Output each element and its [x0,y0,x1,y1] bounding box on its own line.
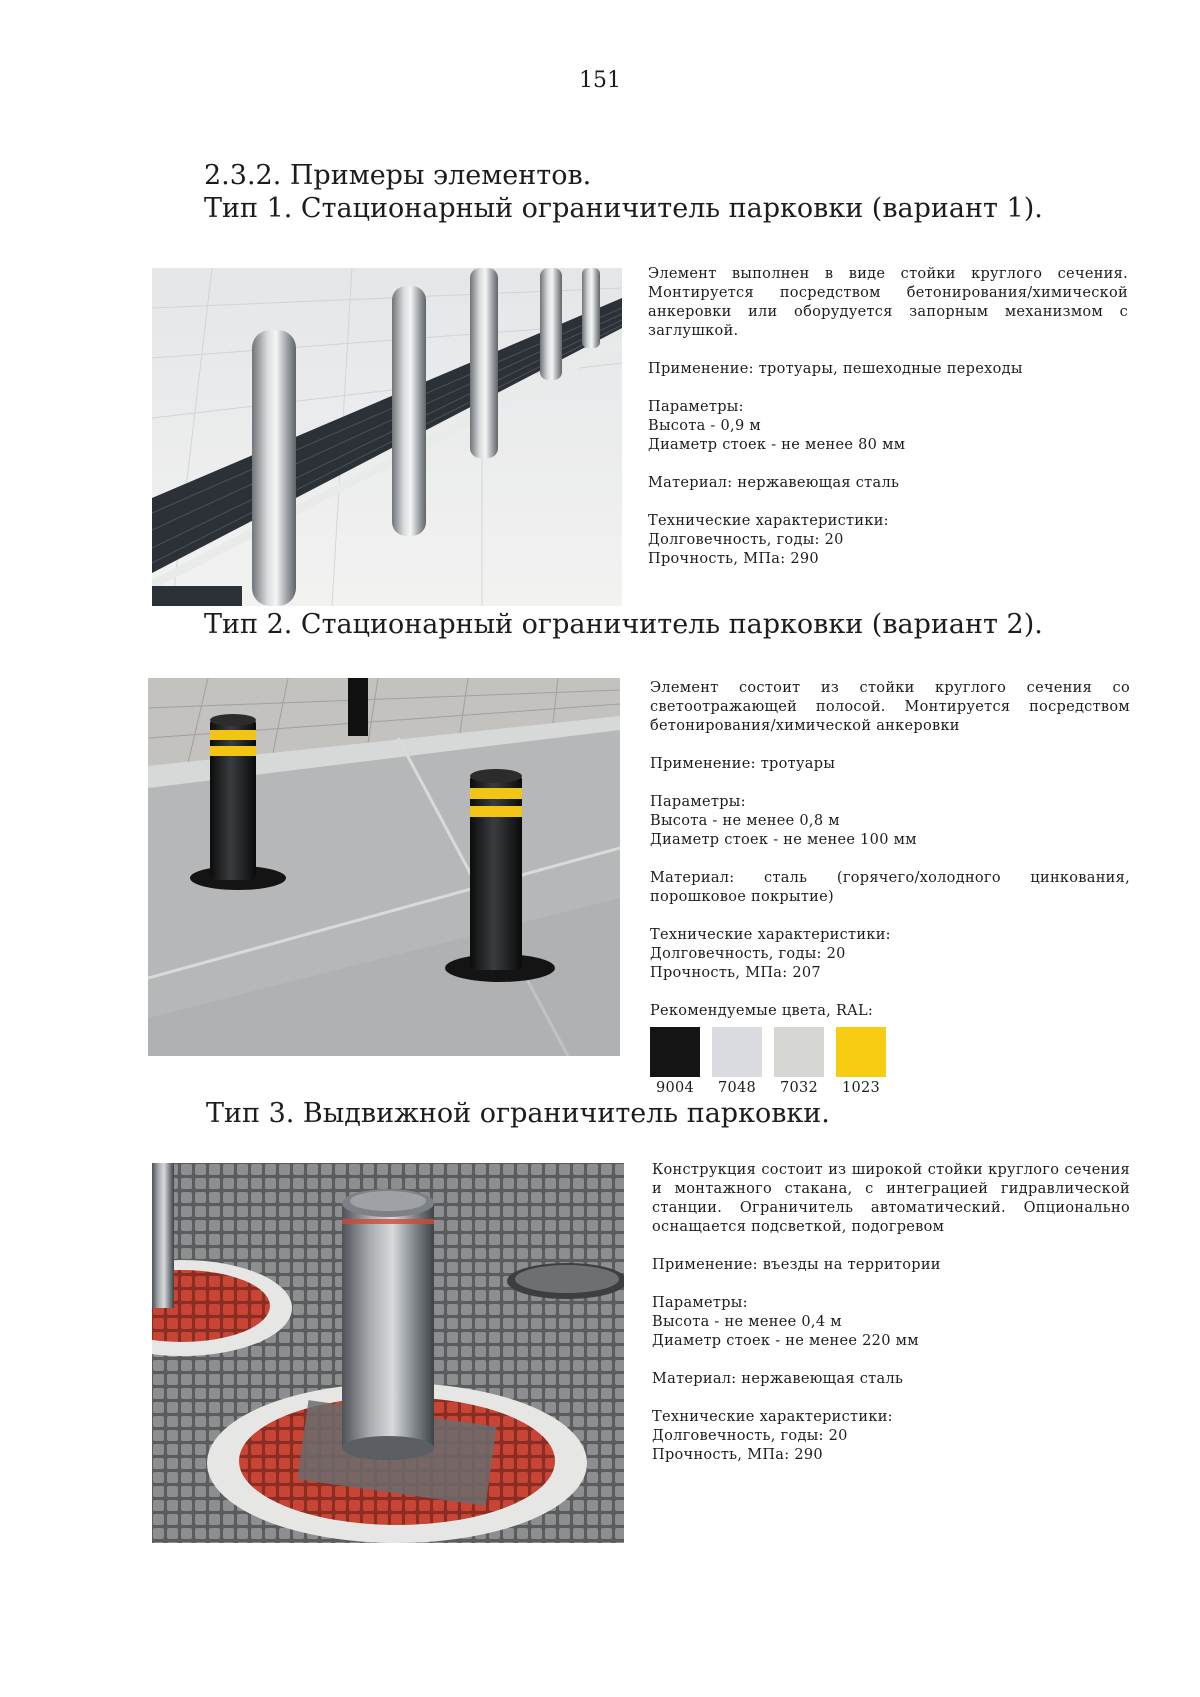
ral-code: 9004 [655,1080,695,1096]
ral-code: 7048 [717,1080,757,1096]
type-3-title: Тип 3. Выдвижной ограничитель парковки. [206,1098,830,1129]
type-1-description: Элемент выполнен в виде стойки круглого сечения. Монтируется посредством бетонирования/химической анкеровки или оборудуется запорным механизмом с заглушкой. [648,266,1128,339]
type-1-title: Тип 1. Стационарный ограничитель парковки (вариант 1). [204,193,1043,224]
type-2-application: Применение: тротуары [650,756,836,772]
type-3-durability: Долговечность, годы: 20 [652,1428,848,1444]
ral-chip [650,1027,700,1077]
type-1-strength: Прочность, МПа: 290 [648,551,819,567]
type-3-description-block [652,1161,1130,1484]
ral-code: 7032 [779,1080,819,1096]
type-3-photo [152,1163,624,1543]
type-1-params-label: Параметры: [648,399,744,415]
type-2-height: Высота - не менее 0,8 м [650,813,840,829]
type-2-tech-label: Технические характеристики: [650,927,891,943]
type-1-height: Высота - 0,9 м [648,418,761,434]
type-2-photo [148,678,620,1056]
ral-swatches [650,1027,1130,1098]
type-3-height: Высота - не менее 0,4 м [652,1314,842,1330]
type-3-strength: Прочность, МПа: 290 [652,1447,823,1463]
type-2-title: Тип 2. Стационарный ограничитель парковки (вариант 2). [204,609,1043,640]
type-2-description: Элемент состоит из стойки круглого сечения со светоотражающей полосой. Монтируется посредством бетонирования/химической анкеровки [650,680,1130,734]
ral-swatch [836,1027,886,1098]
ral-chip [712,1027,762,1077]
type-2-colors-label: Рекомендуемые цвета, RAL: [650,1003,874,1019]
ral-code: 1023 [841,1080,881,1096]
type-3-description: Конструкция состоит из широкой стойки круглого сечения и монтажного стакана, с интеграцией гидравлической станции. Ограничитель автоматический. Опционально оснащается подсветкой, подогревом [652,1162,1130,1235]
type-1-application: Применение: тротуары, пешеходные переходы [648,361,1023,377]
type-1-description-block [648,265,1128,588]
ral-swatch [650,1027,700,1098]
type-1-tech-label: Технические характеристики: [648,513,889,529]
type-1-diameter: Диаметр стоек - не менее 80 мм [648,437,906,453]
ral-chip [836,1027,886,1077]
type-3-application: Применение: въезды на территории [652,1257,941,1273]
type-1-photo [152,268,622,606]
type-1-material: Материал: нержавеющая сталь [648,475,900,491]
ral-swatch [712,1027,762,1098]
type-2-strength: Прочность, МПа: 207 [650,965,821,981]
ral-swatch [774,1027,824,1098]
page-number: 151 [579,68,621,93]
type-3-diameter: Диаметр стоек - не менее 220 мм [652,1333,919,1349]
type-3-params-label: Параметры: [652,1295,748,1311]
type-3-tech-label: Технические характеристики: [652,1409,893,1425]
ral-chip [774,1027,824,1077]
type-3-material: Материал: нержавеющая сталь [652,1371,904,1387]
type-1-durability: Долговечность, годы: 20 [648,532,844,548]
type-2-durability: Долговечность, годы: 20 [650,946,846,962]
type-2-diameter: Диаметр стоек - не менее 100 мм [650,832,917,848]
type-2-material: Материал: сталь (горячего/холодного цинкования, порошковое покрытие) [650,870,1130,905]
type-2-description-block [650,679,1130,1098]
type-2-params-label: Параметры: [650,794,746,810]
section-heading: 2.3.2. Примеры элементов. [204,160,592,191]
